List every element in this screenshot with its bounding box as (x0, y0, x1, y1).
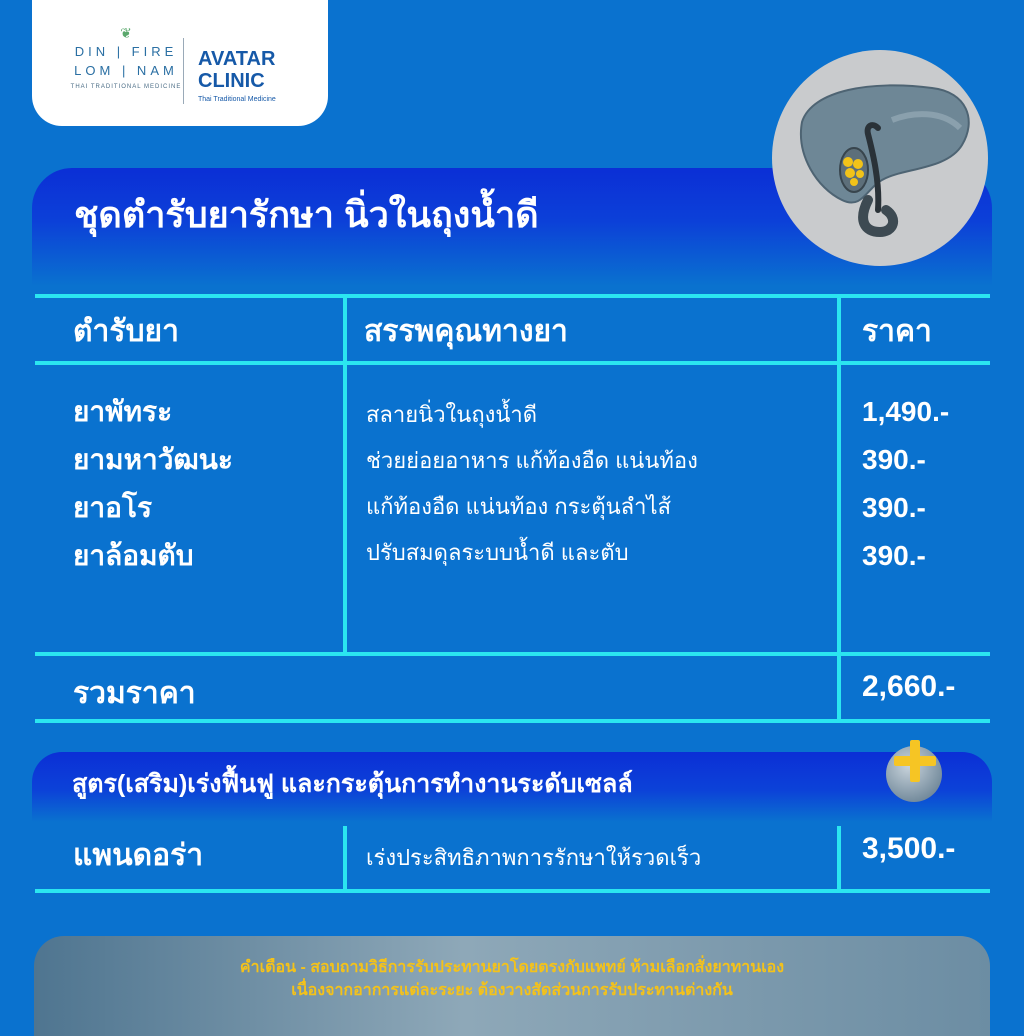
addon-col-divider-2 (837, 826, 841, 893)
plus-icon-horizontal (894, 756, 936, 766)
medicine-property: ช่วยย่อยอาหาร แก้ท้องอืด แน่นท้อง (366, 448, 698, 473)
medicine-name: ยาพัทระ (73, 396, 173, 427)
logo-left-row2: LOM | NAM (74, 63, 178, 78)
medicine-property: สลายนิ่วในถุงน้ำดี (366, 402, 538, 427)
logo-right-sub: Thai Traditional Medicine (198, 96, 276, 103)
medicine-price: 390.- (862, 492, 926, 523)
table-top-line (35, 294, 990, 298)
medicine-property: ปรับสมดุลระบบน้ำดี และตับ (366, 540, 629, 565)
logo-card (32, 0, 328, 126)
organ-illustration (772, 50, 988, 266)
medicine-price-list (862, 388, 949, 580)
warning-text (34, 956, 990, 1002)
medicine-price: 1,490.- (862, 396, 950, 427)
logo-left-sub: THAI TRADITIONAL MEDICINE (70, 84, 182, 90)
total-label: รวมราคา (73, 677, 196, 710)
addon-property: เร่งประสิทธิภาพการรักษาให้รวดเร็ว (366, 845, 702, 870)
table-col-divider-1 (343, 294, 347, 656)
logo-left-row1: DIN | FIRE (74, 44, 178, 59)
plus-icon (886, 746, 942, 802)
total-price: 2,660.- (862, 670, 956, 703)
page-title: ชุดตำรับยารักษา นิ่วในถุงน้ำดี (74, 194, 539, 235)
addon-col-divider-1 (343, 826, 347, 893)
medicine-property: แก้ท้องอืด แน่นท้อง กระตุ้นลำไส้ (366, 494, 672, 519)
medicine-name: ยาล้อมตับ (73, 540, 194, 571)
table-body-line (35, 652, 990, 656)
leaf-icon: ❦ (120, 26, 132, 42)
table-header-line (35, 361, 990, 365)
addon-bottom-line (35, 889, 990, 893)
medicine-name: ยาอโร (73, 492, 153, 523)
table-bottom-line (35, 719, 990, 723)
header-properties: สรรพคุณทางยา (364, 315, 568, 348)
medicine-name: ยามหาวัฒนะ (73, 444, 233, 475)
avatar-clinic-logo (198, 48, 318, 103)
addon-title: สูตร(เสริม)เร่งฟื้นฟู และกระตุ้นการทำงานระดับเซลล์ (72, 770, 633, 798)
liver-gallbladder-icon (772, 50, 988, 266)
medicine-property-list (366, 392, 698, 576)
table-col-divider-2 (837, 294, 841, 723)
medicine-price: 390.- (862, 444, 926, 475)
dinfire-lomnam-logo (68, 26, 184, 90)
addon-price: 3,500.- (862, 832, 956, 865)
addon-name: แพนดอร่า (73, 839, 204, 872)
logo-right-line1: AVATAR (198, 48, 276, 70)
warning-line-1: คำเตือน - สอบถามวิธีการรับประทานยาโดยตรงกับแพทย์ ห้ามเลือกสั่งยาทานเอง (239, 959, 785, 976)
header-price: ราคา (862, 315, 932, 348)
logo-divider (183, 38, 184, 104)
medicine-price: 390.- (862, 540, 926, 571)
logo-right-line2: CLINIC (198, 70, 265, 92)
header-formula: ตำรับยา (73, 315, 179, 348)
warning-line-2: เนื่องจากอาการแต่ละระยะ ต้องวางสัดส่วนการรับประทานต่างกัน (291, 982, 733, 999)
medicine-name-list (73, 388, 233, 580)
